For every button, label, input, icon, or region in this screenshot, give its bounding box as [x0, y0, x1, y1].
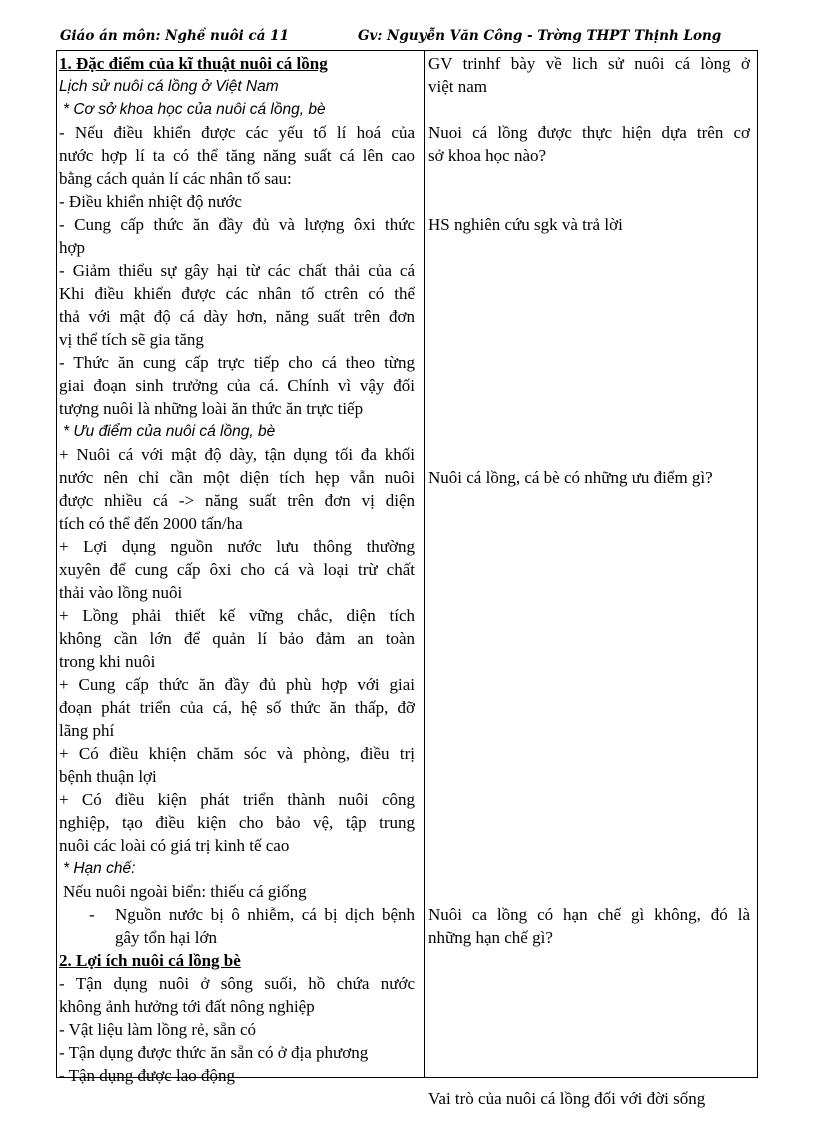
text-line: + Lợi dụng nguồn nước lưu thông thường — [59, 537, 415, 556]
text-line: xuyên để cung cấp ôxi cho cá và loại trừ chất — [59, 560, 415, 579]
text-line: thả với mật độ cá dày hơn, năng suất trên đơn — [59, 307, 415, 326]
bullet-dash: - — [89, 905, 95, 924]
text-line: tượng nuôi là những loài ăn thức ăn trực tiếp — [59, 399, 364, 418]
text-line: nước nên chỉ cần một diện tích hẹp vẫn nuôi — [59, 468, 415, 487]
activity-line: Nuôi ca lồng có hạn chế gì không, đó là — [428, 905, 750, 924]
text-line: - Thức ăn cung cấp trực tiếp cho cá theo từng — [59, 353, 415, 372]
text-line: không ảnh hưởng tới đất nông nghiệp — [59, 997, 315, 1016]
text-line: - Cung cấp thức ăn đầy đủ và lượng ôxi thức — [59, 215, 415, 234]
activity-line: Nuoi cá lồng được thực hiện dựa trên cơ — [428, 123, 750, 142]
bullet-line — [59, 903, 415, 926]
header-subject: Giáo án môn: Nghề nuôi cá 11 — [60, 28, 289, 44]
text-line: không cần lớn để quản lí bảo đảm an toàn — [59, 629, 415, 648]
activity-column — [428, 52, 750, 1110]
text-line: được nhiều cá -> năng suất trên đơn vị diện — [59, 491, 415, 510]
text-line: - Giảm thiểu sự gây hại từ các chất thải của cá — [59, 261, 415, 280]
text-line: tích có thể đến 2000 tấn/ha — [59, 514, 243, 533]
lesson-table — [56, 50, 758, 1108]
text-line: vị thể tích sẽ gia tăng — [59, 330, 204, 349]
text-line: bệnh thuận lợi — [59, 767, 157, 786]
text-line: nước hợp lí ta có thể tăng năng suất cá lên cao — [59, 146, 415, 165]
section-heading-2: 2. Lợi ích nuôi cá lồng bè — [59, 951, 241, 970]
text-line: gây tổn hại lớn — [115, 928, 217, 947]
text-line: * Cơ sở khoa học của nuôi cá lồng, bè — [63, 101, 326, 118]
text-line: - Nếu điều khiển được các yếu tố lí hoá của — [59, 123, 415, 142]
content-column — [59, 52, 415, 1087]
text-line: - Vật liệu làm lồng rẻ, sẵn có — [59, 1020, 257, 1039]
text-line: * Hạn chế: — [63, 860, 136, 877]
activity-line: HS nghiên cứu sgk và trả lời — [428, 215, 623, 234]
activity-line: GV trinhf bày về lich sử nuôi cá lòng ở — [428, 54, 750, 73]
activity-line: những hạn chế gì? — [428, 928, 553, 947]
text-line: giai đoạn sinh trưởng của cá. Chính vì vậy đối — [59, 376, 415, 395]
text-line: + Có điều kiện phát triển thành nuôi công — [59, 790, 415, 809]
text-line: + Nuôi cá với mật độ dày, tận dụng tối đa khối — [59, 445, 415, 464]
text-line: thải vào lồng nuôi — [59, 583, 183, 602]
page-header — [58, 26, 758, 46]
header-teacher: Gv: Nguyễn Văn Công - Trờng THPT Thịnh Long — [358, 28, 722, 44]
text-line: Khi điều khiển được các nhân tố ctrên có thể — [59, 284, 415, 303]
activity-line: sở khoa học nào? — [428, 146, 547, 165]
text-line: - Tận dụng nuôi ở sông suối, hồ chứa nước — [59, 974, 415, 993]
bullet-text: Nguồn nước bị ô nhiễm, cá bị dịch bệnh — [115, 905, 415, 924]
text-line: lãng phí — [59, 721, 115, 740]
text-line: * Ưu điểm của nuôi cá lồng, bè — [63, 423, 276, 440]
section-heading-1: 1. Đặc điểm của kĩ thuật nuôi cá lồng — [59, 54, 328, 73]
text-line: - Tận dụng được lao động — [59, 1066, 236, 1085]
column-divider — [424, 51, 425, 1077]
activity-line: việt nam — [428, 77, 488, 96]
activity-line: Vai trò của nuôi cá lồng đối với đời sống — [428, 1089, 706, 1108]
text-line: bằng cách quản lí các nhân tố sau: — [59, 169, 292, 188]
text-line: Lịch sử nuôi cá lồng ở Việt Nam — [59, 78, 279, 95]
text-line: hợp — [59, 238, 85, 257]
text-line: - Tận dụng được thức ăn sẵn có ở địa phương — [59, 1043, 369, 1062]
text-line: + Cung cấp thức ăn đầy đủ phù hợp với giai — [59, 675, 415, 694]
activity-line: Nuôi cá lồng, cá bè có những ưu điểm gì? — [428, 468, 713, 487]
text-line: nghiệp, tạo điều kiện cho bảo vệ, tập trung — [59, 813, 415, 832]
text-line: trong khi nuôi — [59, 652, 156, 671]
text-line: đoạn phát triển của cá, hệ số thức ăn thấp, đỡ — [59, 698, 415, 717]
text-line: + Lồng phải thiết kế vững chắc, diện tích — [59, 606, 415, 625]
text-line: Nếu nuôi ngoài biển: thiếu cá giống — [63, 882, 307, 901]
text-line: nuôi các loài có giá trị kinh tế cao — [59, 836, 290, 855]
text-line: - Điều khiển nhiệt độ nước — [59, 192, 242, 211]
text-line: + Có điều khiện chăm sóc và phòng, điều trị — [59, 744, 415, 763]
